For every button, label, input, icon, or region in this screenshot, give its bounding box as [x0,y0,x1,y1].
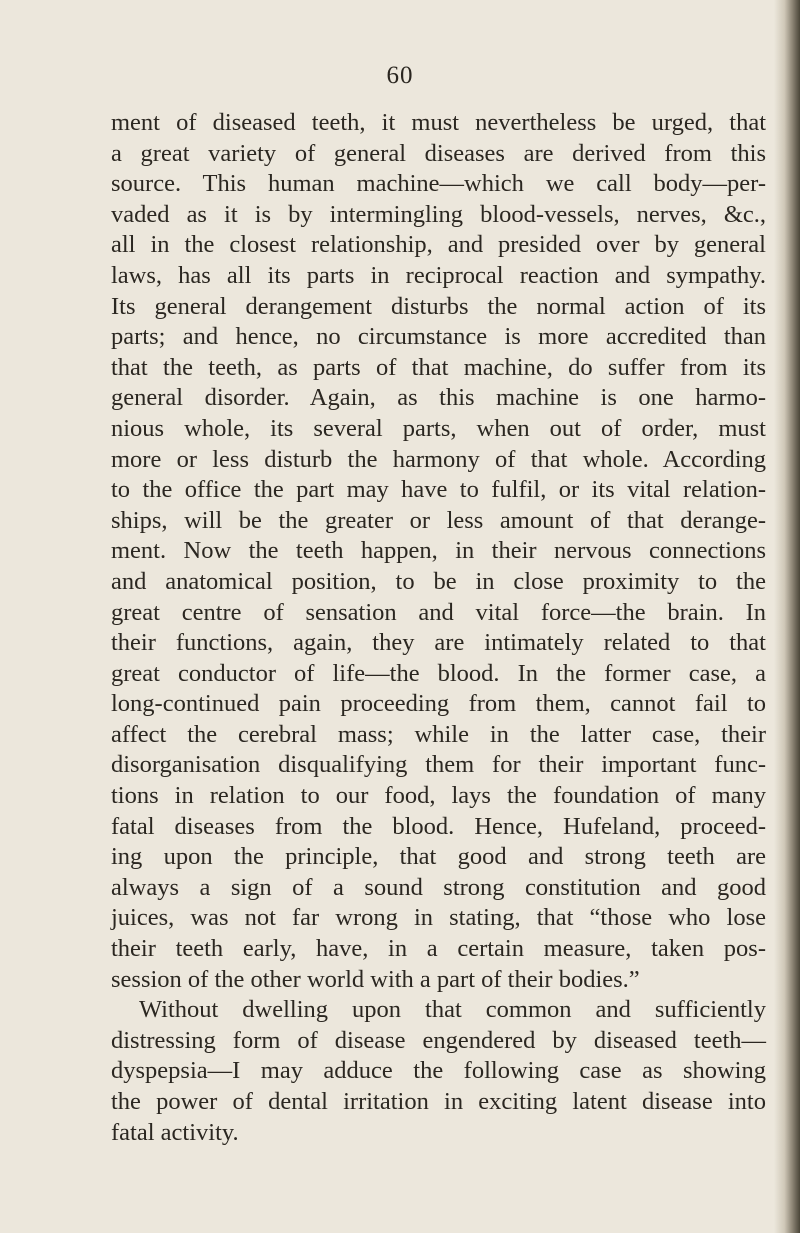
text-line: distressing form of disease engendered by diseased teeth— [111,1026,766,1054]
text-line: their functions, again, they are intimately related to that [111,629,766,657]
text-line: laws, has all its parts in reciprocal reaction and sympathy. [111,261,766,289]
text-line: long-continued pain proceeding from them, cannot fail to [111,690,766,718]
text-line: great conductor of life—the blood. In the former case, a [111,659,766,687]
text-line: to the office the part may have to fulfil, or its vital relation- [111,476,766,504]
text-line: Its general derangement disturbs the normal action of its [111,292,766,320]
text-line: nious whole, its several parts, when out of order, must [111,414,766,442]
text-line: juices, was not far wrong in stating, that “those who lose [111,904,766,932]
page-edge-shadow [774,0,800,1233]
text-line: general disorder. Again, as this machine is one harmo- [111,384,766,412]
text-line: always a sign of a sound strong constitution and good [111,873,766,901]
text-line: the power of dental irritation in exciting latent disease into [111,1088,766,1115]
text-line: disorganisation disqualifying them for their important func- [111,751,766,779]
text-line: dyspepsia—I may adduce the following case as showing [111,1057,766,1085]
text-line: that the teeth, as parts of that machine, do suffer from its [111,353,766,381]
text-line: affect the cerebral mass; while in the latter case, their [111,720,766,748]
body-text [111,108,766,1148]
text-line: and anatomical position, to be in close proximity to the [111,567,766,595]
text-line: Without dwelling upon that common and sufficiently [139,996,766,1024]
text-line: all in the closest relationship, and presided over by general [111,231,766,259]
text-line: great centre of sensation and vital force—the brain. In [111,598,766,626]
text-line: tions in relation to our food, lays the foundation of many [111,782,766,810]
text-line: fatal activity. [111,1118,239,1146]
text-line: ships, will be the greater or less amount of that derange- [111,506,766,534]
text-line: more or less disturb the harmony of that whole. According [111,445,766,473]
text-line: ing upon the principle, that good and strong teeth are [111,843,766,871]
text-line: fatal diseases from the blood. Hence, Hufeland, proceed- [111,812,766,840]
text-line: source. This human machine—which we call body—per- [111,170,766,198]
text-line: session of the other world with a part of their bodies.” [111,965,640,993]
text-line: vaded as it is by intermingling blood-vessels, nerves, &c., [111,200,766,228]
page-number: 60 [386,62,414,89]
text-line: ment of diseased teeth, it must nevertheless be urged, that [111,109,766,136]
text-line: a great variety of general diseases are derived from this [111,139,766,167]
text-line: parts; and hence, no circumstance is more accredited than [111,323,766,351]
text-line: ment. Now the teeth happen, in their nervous connections [111,537,766,565]
text-line: their teeth early, have, in a certain measure, taken pos- [111,935,766,963]
